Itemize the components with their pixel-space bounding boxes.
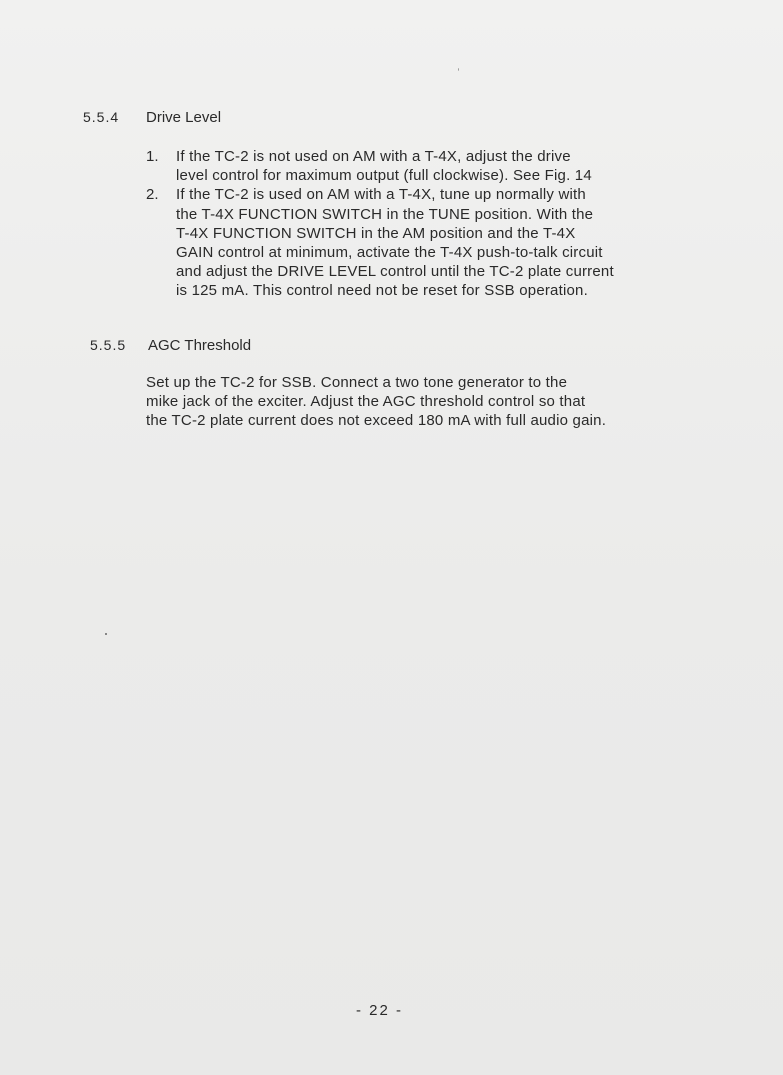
list-item-number: 1. (146, 148, 159, 165)
list-item-line: and adjust the DRIVE LEVEL control until the TC-2 plate current (176, 263, 614, 280)
list-item-line: GAIN control at minimum, activate the T-4X push-to-talk circuit (176, 244, 603, 261)
page-number: - 22 - (356, 1002, 404, 1019)
list-item-line: T-4X FUNCTION SWITCH in the AM position and the T-4X (176, 225, 576, 242)
paragraph-line: Set up the TC-2 for SSB. Connect a two tone generator to the (146, 374, 568, 391)
list-item-line: If the TC-2 is used on AM with a T-4X, tune up normally with (176, 186, 586, 203)
section-number: 5.5.4 (83, 109, 120, 125)
list-item-line: the T-4X FUNCTION SWITCH in the TUNE position. With the (176, 206, 594, 223)
section-title: AGC Threshold (148, 337, 252, 354)
section-number: 5.5.5 (90, 337, 127, 353)
list-item-line: is 125 mA. This control need not be reset for SSB operation. (176, 282, 588, 299)
scan-speck (458, 68, 459, 71)
scan-speck (105, 633, 107, 635)
paragraph-line: mike jack of the exciter. Adjust the AGC threshold control so that (146, 393, 586, 410)
list-item-line: If the TC-2 is not used on AM with a T-4X, adjust the drive (176, 148, 571, 165)
paragraph-line: the TC-2 plate current does not exceed 180 mA with full audio gain. (146, 412, 607, 429)
list-item-number: 2. (146, 186, 159, 203)
section-title: Drive Level (146, 109, 222, 126)
list-item-line: level control for maximum output (full clockwise). See Fig. 14 (176, 167, 592, 184)
